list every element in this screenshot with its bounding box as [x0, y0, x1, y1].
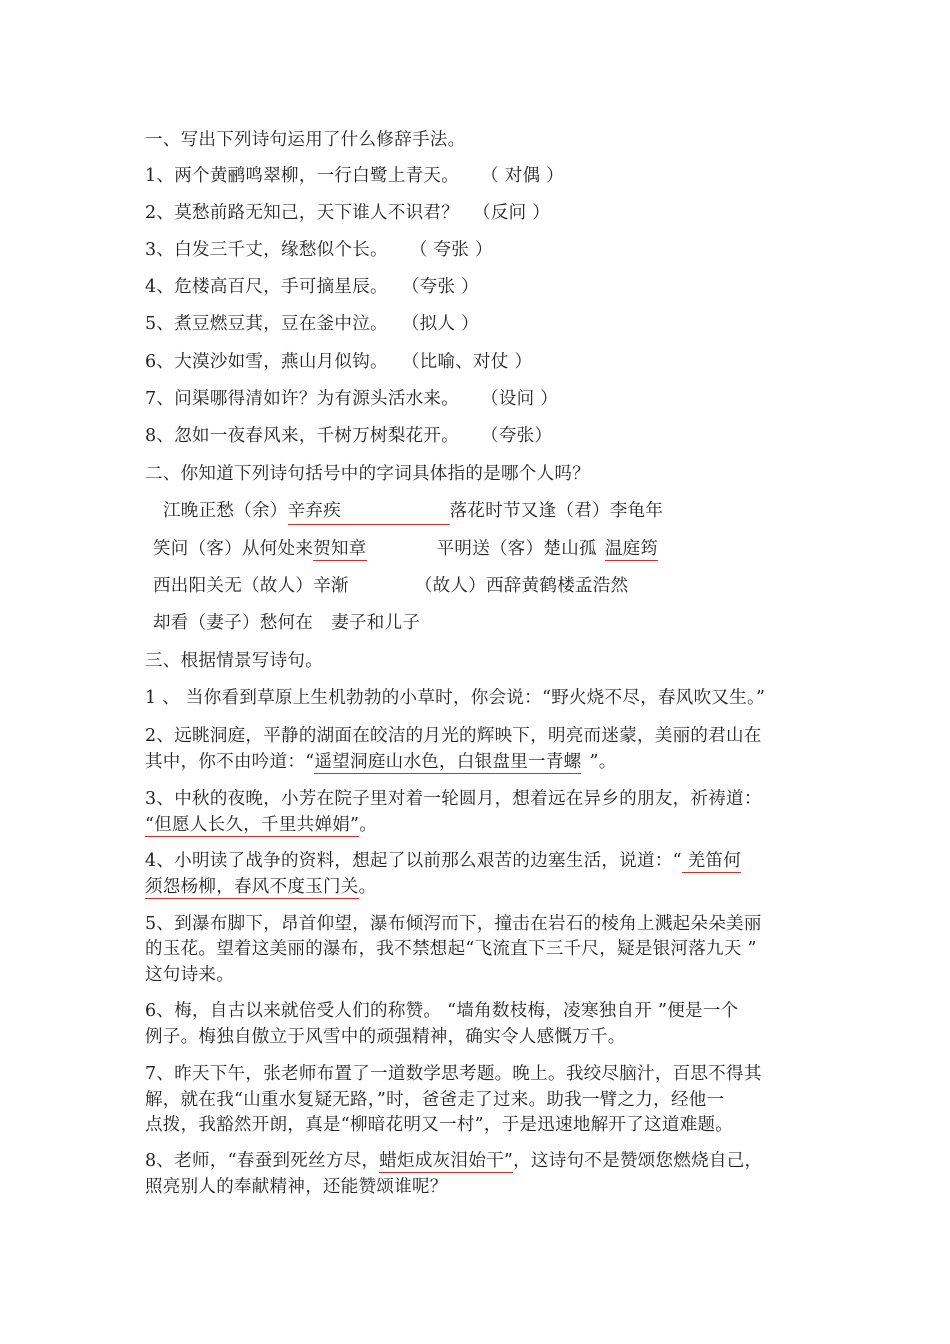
answer: （反问 ）: [473, 203, 551, 223]
answer-underline: 辛弃疾: [288, 499, 450, 525]
answer: （ 夸张 ）: [409, 240, 493, 260]
section3-q6-line1: 6、梅，自古以来就倍受人们的称赞。 “墙角数枝梅，凌寒独自开 ”便是一个: [145, 1001, 739, 1021]
section1-item-2: 2、莫愁前路无知己，天下谁人不识君？ （反问 ）: [145, 203, 551, 223]
answer-underline: 温庭筠: [604, 539, 659, 559]
answer: （设问 ）: [481, 389, 559, 409]
section3-q5-line3: 这句诗来。: [145, 965, 234, 985]
section3-q2-line2: 其中，你不由吟道：“遥望洞庭山水色，白银盘里一青螺 ”。: [145, 752, 617, 772]
section3-q4-line2: 须怨杨柳，春风不度玉门关。: [145, 877, 377, 897]
answer: （比喻、对仗 ）: [401, 352, 533, 372]
section3-q5-line2: 的玉花。望着这美丽的瀑布，我不禁想起“飞流直下三千尺，疑是银河落九天 ”: [145, 939, 757, 959]
section3-q7-line1: 7、昨天下午，张老师布置了一道数学思考题。晚上。我绞尽脑汁，百思不得其: [145, 1064, 762, 1084]
section3-q6-line2: 例子。梅独自傲立于风雪中的顽强精神，确实令人感慨万千。: [145, 1027, 626, 1047]
answer-underline: 羌笛何: [681, 851, 742, 871]
answer: （拟人 ）: [401, 314, 479, 334]
section3-q4-line1: 4、小明读了战争的资料，想起了以前那么艰苦的边塞生活，说道：“ 羌笛何: [145, 851, 742, 871]
section2-row-1: 江晚正愁（余）辛弃疾 落花时节又逢（君）李龟年: [163, 499, 663, 525]
section1-item-1: 1、两个黄鹂鸣翠柳，一行白鹭上青天。 （ 对偶 ）: [145, 166, 564, 186]
answer-underline: 贺知章: [313, 539, 367, 559]
answer-underline: 须怨杨柳，春风不度玉门关: [145, 877, 359, 897]
answer-underline: “但愿人长久，千里共婵娟”: [145, 815, 360, 835]
section1-item-6: 6、大漠沙如雪，燕山月似钩。 （比喻、对仗 ）: [145, 352, 533, 372]
answer: （夸张 ）: [401, 277, 479, 297]
section2-heading: 二、你知道下列诗句括号中的字词具体指的是哪个人吗？: [145, 464, 590, 484]
section3-q3-line1: 3、中秋的夜晚，小芳在院子里对着一轮圆月，想着远在异乡的朋友，祈祷道：: [145, 789, 762, 809]
section1-item-8: 8、忽如一夜春风来，千树万树梨花开。 （夸张）: [145, 426, 553, 446]
section3-q3-line2: “但愿人长久，千里共婵娟”。: [145, 815, 378, 835]
answer: （夸张）: [481, 426, 553, 446]
section3-q1: 1 、 当你看到草原上生机勃勃的小草时，你会说：“野火烧不尽，春风吹又生。”: [145, 688, 766, 708]
section3-q8-line2: 照亮别人的奉献精神，还能赞颂谁呢？: [145, 1177, 448, 1197]
section2-row-2: 笑问（客）从何处来贺知章 平明送（客）楚山孤 温庭筠: [153, 539, 659, 559]
section3-q5-line1: 5、到瀑布脚下，昂首仰望，瀑布倾泻而下，撞击在岩石的棱角上溅起朵朵美丽: [145, 914, 762, 934]
section1-item-4: 4、危楼高百尺，手可摘星辰。 （夸张 ）: [145, 277, 479, 297]
section2-row-3: 西出阳关无（故人）辛渐 （故人）西辞黄鹤楼孟浩然: [153, 576, 629, 596]
section3-heading: 三、根据情景写诗句。: [145, 651, 323, 671]
section1-item-3: 3、白发三千丈，缘愁似个长。 （ 夸张 ）: [145, 240, 493, 260]
section3-q8-line1: 8、老师，“春蚕到死丝方尽，蜡炬成灰泪始干”，这诗句不是赞颂您燃烧自己，: [145, 1151, 763, 1171]
section2-row-4: 却看（妻子）愁何在 妻子和儿子: [153, 613, 421, 633]
section1-heading: 一、写出下列诗句运用了什么修辞手法。: [145, 130, 466, 150]
answer-underline: 蜡炬成灰泪始干”: [379, 1151, 514, 1171]
section1-item-5: 5、煮豆燃豆萁，豆在釜中泣。 （拟人 ）: [145, 314, 479, 334]
section1-item-7: 7、问渠哪得清如许？为有源头活水来。 （设问 ）: [145, 389, 559, 409]
section3-q2-line1: 2、远眺洞庭，平静的湖面在皎洁的月光的辉映下，明亮而迷蒙，美丽的君山在: [145, 726, 762, 746]
section3-q7-line2: 解，就在我“山重水复疑无路，”时，爸爸走了过来。助我一臂之力，经他一: [145, 1090, 725, 1110]
section3-q7-line3: 点拨，我豁然开朗，真是“柳暗花明又一村”，于是迅速地解开了这道难题。: [145, 1115, 734, 1135]
answer-underline: 遥望洞庭山水色，白银盘里一青螺: [314, 752, 582, 772]
answer: （ 对偶 ）: [481, 166, 564, 186]
